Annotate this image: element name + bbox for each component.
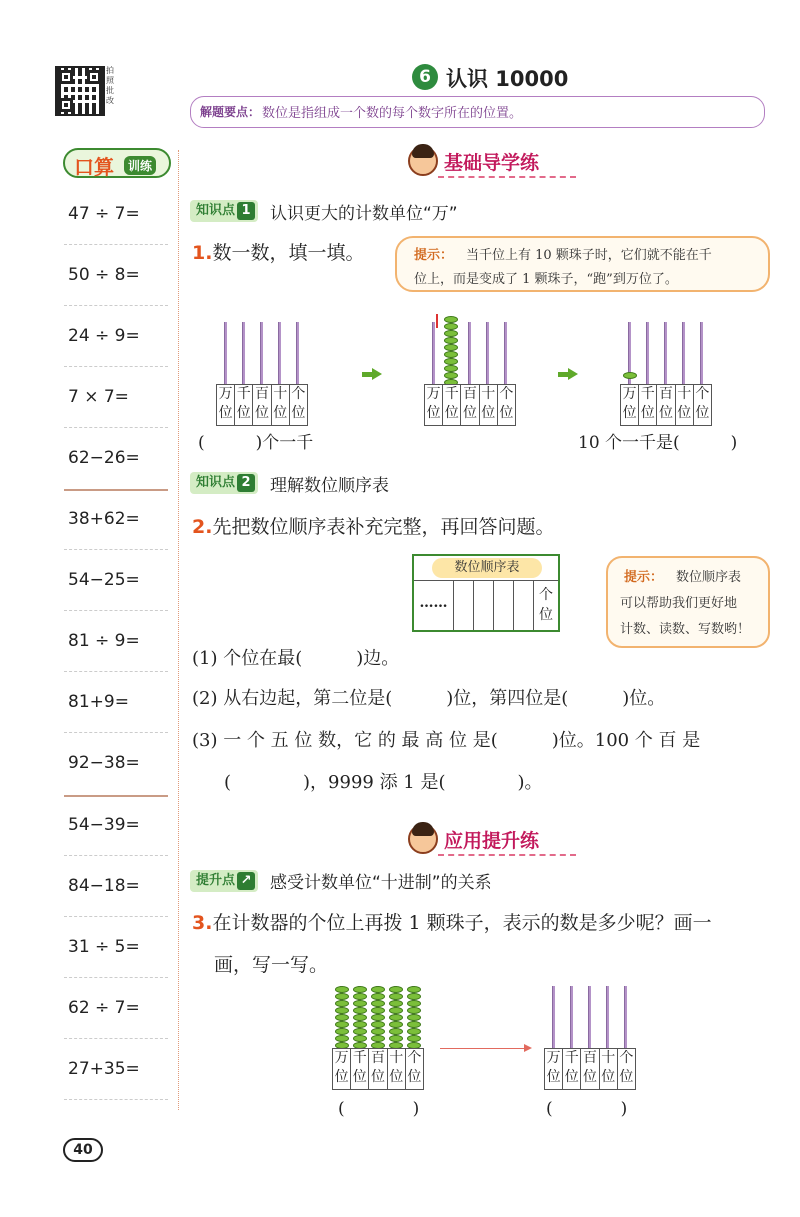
bead <box>389 1021 403 1028</box>
bead <box>389 1014 403 1021</box>
abacus-rod <box>570 986 573 1050</box>
bead <box>444 344 458 351</box>
oral-separator <box>64 427 168 428</box>
place-label: 千位 <box>443 385 461 425</box>
bead <box>407 1028 421 1035</box>
abacus-rod <box>468 322 471 386</box>
bead <box>444 330 458 337</box>
place-label: 百位 <box>657 385 675 425</box>
bead <box>335 1007 349 1014</box>
oral-item: 47 ÷ 7= <box>68 204 140 224</box>
abacus-rod <box>552 986 555 1050</box>
question-number: 2. <box>192 516 213 538</box>
bead <box>371 1014 385 1021</box>
bead <box>353 1007 367 1014</box>
abacus-rod <box>486 322 489 386</box>
bead <box>389 993 403 1000</box>
abacus <box>216 316 308 426</box>
place-label: 百位 <box>253 385 271 425</box>
table-row <box>414 580 558 630</box>
qr-corner <box>59 70 73 84</box>
bead <box>407 1007 421 1014</box>
oral-separator <box>64 916 168 917</box>
answer-blank[interactable]: 10 个一千是( ) <box>578 433 738 453</box>
tag-label: 知识点 <box>196 203 236 218</box>
bead <box>371 1028 385 1035</box>
oral-separator <box>64 305 168 306</box>
section-banner-basic <box>408 146 578 180</box>
abacus-rod <box>682 322 685 386</box>
question-text: 先把数位顺序表补充完整，再回答问题。 <box>212 516 555 538</box>
section-banner-advanced <box>408 824 578 858</box>
place-label: 个位 <box>407 1050 422 1085</box>
bead <box>353 993 367 1000</box>
bead <box>353 1028 367 1035</box>
oral-item: 62−26= <box>68 448 140 468</box>
place-label: 百位 <box>461 385 479 425</box>
bead <box>371 1000 385 1007</box>
question-number: 3. <box>192 912 213 934</box>
bead <box>353 986 367 993</box>
bead <box>335 1035 349 1042</box>
bead <box>335 1028 349 1035</box>
place-label: 十位 <box>676 385 694 425</box>
abacus-rod <box>278 322 281 386</box>
question-3 <box>192 908 712 935</box>
abacus <box>332 980 424 1090</box>
lesson-number: 6 <box>412 64 438 90</box>
question-number: 1. <box>192 242 213 264</box>
bead <box>407 986 421 993</box>
right-arrow-icon <box>362 368 382 380</box>
mascot-icon <box>408 146 438 176</box>
question-text: 数一数，填一填。 <box>212 242 365 264</box>
place-label: 千位 <box>235 385 253 425</box>
bead <box>371 993 385 1000</box>
table-cell-blank[interactable] <box>494 581 514 630</box>
oral-item: 92−38= <box>68 753 140 773</box>
abacus <box>424 316 516 426</box>
improvement-point-tag <box>190 870 258 892</box>
qr-corner <box>87 70 101 84</box>
abacus-frame <box>544 1048 636 1090</box>
place-label: 万位 <box>333 1049 351 1089</box>
bead <box>444 358 458 365</box>
sidebar-divider <box>178 150 179 1110</box>
bead <box>335 1021 349 1028</box>
table-cell-blank[interactable] <box>474 581 494 630</box>
oral-separator <box>64 1099 168 1100</box>
oral-item: 27+35= <box>68 1059 140 1079</box>
oral-item: 54−39= <box>68 815 140 835</box>
knowledge-point-text: 认识更大的计数单位“万” <box>270 204 458 224</box>
bead <box>407 1021 421 1028</box>
mascot-icon <box>408 824 438 854</box>
table-cell: 个位 <box>539 587 553 623</box>
oral-item: 54−25= <box>68 570 140 590</box>
bead <box>389 1007 403 1014</box>
abacus-rod <box>224 322 227 386</box>
bead <box>407 1035 421 1042</box>
tag-label: 知识点 <box>196 475 236 490</box>
hint-text: 数位顺序表 <box>676 570 742 585</box>
bead <box>371 1021 385 1028</box>
bead <box>335 1014 349 1021</box>
abacus-rod <box>242 322 245 386</box>
bead <box>389 1000 403 1007</box>
tag-number: 1 <box>237 202 255 220</box>
sub-question[interactable]: (1) 个位在最( )边。 <box>192 648 400 669</box>
question-text: 在计数器的个位上再拨 1 颗珠子，表示的数是多少呢？画一 <box>212 912 712 934</box>
abacus-rod <box>606 986 609 1050</box>
table-title: 数位顺序表 <box>432 558 542 578</box>
tag-label: 提升点 <box>196 873 236 888</box>
place-label: 千位 <box>351 1049 369 1089</box>
abacus-rod <box>624 986 627 1050</box>
place-label: 万位 <box>217 385 235 425</box>
place-label: 十位 <box>480 385 498 425</box>
place-label: 千位 <box>563 1049 581 1089</box>
oral-item: 50 ÷ 8= <box>68 265 140 285</box>
bead <box>444 351 458 358</box>
abacus[interactable] <box>544 980 636 1090</box>
abacus-frame <box>216 384 308 426</box>
bead <box>389 986 403 993</box>
table-cell-blank[interactable] <box>514 581 534 630</box>
bead <box>407 1014 421 1021</box>
oral-item: 84−18= <box>68 876 140 896</box>
place-label: 个位 <box>695 386 710 421</box>
bead <box>407 993 421 1000</box>
bead <box>389 1028 403 1035</box>
right-arrow-icon <box>440 1048 530 1049</box>
oral-separator <box>64 366 168 367</box>
oral-item: 62 ÷ 7= <box>68 998 140 1018</box>
bead <box>353 1021 367 1028</box>
place-label: 个位 <box>619 1050 634 1085</box>
oral-separator <box>64 489 168 491</box>
section-title: 基础导学练 <box>444 152 540 174</box>
bead <box>353 1000 367 1007</box>
place-label: 个位 <box>291 386 306 421</box>
tag-icon: ↗ <box>237 872 255 890</box>
abacus-rod <box>296 322 299 386</box>
oral-separator <box>64 244 168 245</box>
banner-underline <box>438 176 576 178</box>
abacus-rod <box>700 322 703 386</box>
place-label: 万位 <box>621 385 639 425</box>
abacus-rod <box>432 322 435 386</box>
section-title: 应用提升练 <box>444 830 540 852</box>
bead <box>407 1000 421 1007</box>
oral-separator <box>64 855 168 856</box>
oral-separator <box>64 549 168 550</box>
down-arrow-icon <box>436 314 438 328</box>
place-label: 个位 <box>499 386 514 421</box>
keypoint-label: 解题要点： <box>200 105 261 119</box>
sub-question[interactable]: ( )，9999 添 1 是( )。 <box>224 772 543 793</box>
hint-label: 提示： <box>624 570 664 585</box>
bead <box>371 986 385 993</box>
hint-text: 当千位上有 10 颗珠子时，它们就不能在千 <box>466 248 712 263</box>
bead <box>335 986 349 993</box>
place-label: 百位 <box>369 1049 387 1089</box>
oral-separator <box>64 671 168 672</box>
improvement-point-text: 感受计数单位“十进制”的关系 <box>270 873 492 893</box>
knowledge-point-tag <box>190 472 258 494</box>
qr-corner <box>59 98 73 112</box>
hint-label: 提示： <box>414 248 454 263</box>
table-cell: …… <box>414 581 454 630</box>
abacus-rod <box>646 322 649 386</box>
hint-text: 可以帮助我们更好地 <box>620 596 738 611</box>
banner-underline <box>438 854 576 856</box>
bead <box>389 1035 403 1042</box>
abacus-rod <box>664 322 667 386</box>
bead <box>444 337 458 344</box>
bead <box>444 323 458 330</box>
place-label: 百位 <box>581 1049 599 1089</box>
oral-training-subtitle: 训练 <box>124 156 156 175</box>
bead <box>335 993 349 1000</box>
abacus-frame <box>424 384 516 426</box>
place-label: 十位 <box>272 385 290 425</box>
bead <box>444 365 458 372</box>
place-label: 万位 <box>545 1049 563 1089</box>
bead <box>371 1007 385 1014</box>
right-arrow-icon <box>558 368 578 380</box>
oral-item: 38+62= <box>68 509 140 529</box>
oral-item: 7 × 7= <box>68 387 129 407</box>
abacus <box>620 316 712 426</box>
abacus-frame <box>332 1048 424 1090</box>
oral-item: 31 ÷ 5= <box>68 937 140 957</box>
oral-separator <box>64 732 168 733</box>
abacus-rod <box>504 322 507 386</box>
bead <box>335 1000 349 1007</box>
hint-text: 位上，而是变成了 1 颗珠子，“跑”到万位了。 <box>414 272 678 287</box>
keypoint-text: 数位是指组成一个数的每个数字所在的位置。 <box>262 106 523 121</box>
hint-text: 计数、读数、写数哟！ <box>620 622 751 637</box>
oral-separator <box>64 610 168 611</box>
answer-blank[interactable]: ( ) <box>338 1099 420 1119</box>
question-3-line2: 画，写一写。 <box>214 954 329 976</box>
place-value-table <box>412 554 560 632</box>
lesson-title: 认识 10000 <box>446 67 569 91</box>
oral-training-title: 口算 <box>74 155 114 179</box>
tag-number: 2 <box>237 474 255 492</box>
place-label: 千位 <box>639 385 657 425</box>
sub-question[interactable]: (2) 从右边起，第二位是( )位，第四位是( )位。 <box>192 688 666 709</box>
oral-item: 81+9= <box>68 692 129 712</box>
bead <box>623 372 637 379</box>
knowledge-point-text: 理解数位顺序表 <box>270 476 389 496</box>
oral-separator <box>64 977 168 978</box>
sub-question[interactable]: (3) 一 个 五 位 数，它 的 最 高 位 是( )位。100 个 百 是 <box>192 730 701 751</box>
bead <box>444 372 458 379</box>
place-label: 十位 <box>388 1049 406 1089</box>
oral-separator <box>64 1038 168 1039</box>
table-cell-blank[interactable] <box>454 581 474 630</box>
abacus-rod <box>588 986 591 1050</box>
bead <box>353 1014 367 1021</box>
oral-item: 24 ÷ 9= <box>68 326 140 346</box>
question-1 <box>192 238 364 265</box>
bead <box>371 1035 385 1042</box>
oral-item: 81 ÷ 9= <box>68 631 140 651</box>
place-label: 十位 <box>600 1049 618 1089</box>
abacus-frame <box>620 384 712 426</box>
answer-blank[interactable]: ( )个一千 <box>198 433 314 453</box>
abacus-rod <box>260 322 263 386</box>
knowledge-point-tag <box>190 200 258 222</box>
question-2 <box>192 512 554 539</box>
bead <box>444 316 458 323</box>
oral-separator <box>64 795 168 797</box>
qr-code[interactable] <box>55 66 105 116</box>
answer-blank[interactable]: ( ) <box>546 1099 628 1119</box>
qr-label: 拍照批改 <box>106 66 114 105</box>
bead <box>353 1035 367 1042</box>
place-label: 万位 <box>425 385 443 425</box>
page-number: 40 <box>63 1138 103 1162</box>
